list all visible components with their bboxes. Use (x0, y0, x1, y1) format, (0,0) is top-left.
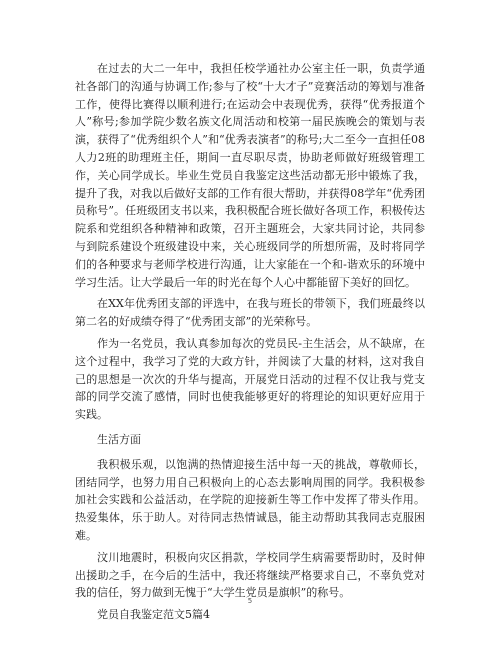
paragraph-life-attitude: 我积极乐观，以饱满的热情迎接生活中每一天的挑战，尊敬师长，团结同学，也努力用自己积极向上的心态去影响周围的同学。我积极参加社会实践和公益活动，在学院的迎接新生等工作中发挥了带头作用。 热爱集体，乐于助人。对待同志热情诚恳，能主动帮助其我同志克服困难。 (75, 457, 425, 542)
paragraph-activities: 在过去的大二一年中，我担任校学通社办公室主任一职，负责学通社各部门的沟通与协调工作;参与了校“十大才子”竞赛活动的筹划与准备工作，使得比赛得以顺利进行;在运动会中表现优秀，获得“优秀报道个人”称号;参加学院少数名族文化周活动和校第一届民族晚会的策划与表演，获得了“优秀组织个人”和“优秀表演者”的称号;大二至今一直担任08人力2班的助理班主任，期间一直尽职尽责，协助老师做好班级管理工作，关心同学成长。毕业生党员自我鉴定这些活动都无形中锻炼了我，提升了我，对我以后做好支部的工作有很大帮助，并获得08学年“优秀团员称号”。任班级团支书以来，我积极配合班长做好各项工作，积极传达院系和党组织各种精神和政策，召开主题班会，大家共同讨论，共同参与到院系建设个班级建设中来，关心班级同学的所想所需，及时将同学们的各种要求与老师学校进行沟通，让大家能在一个和-谐欢乐的环境中学习生活。让大学最后一年的时光在每个人心中都能留下美好的回忆。 (75, 62, 425, 289)
paragraph-league-branch: 在XX年优秀团支部的评选中，在我与班长的带领下，我们班最终以第二名的好成绩夺得了“优秀团支部”的光荣称号。 (75, 297, 425, 329)
next-article-title: 党员自我鉴定范文5篇4 (97, 608, 210, 622)
paragraph-earthquake-donation: 汶川地震时，积极向灾区捐款，学校同学生病需要帮助时，及时伸出援助之手，在今后的生活中，我还将继续严格要求自己，不辜负党对我的信任，努力做到无愧于“大学生党员是旗帜”的称号。 (75, 550, 425, 600)
document-body (75, 60, 425, 624)
page-number: 5 (247, 597, 253, 605)
paragraph-party-member: 作为一名党员，我认真参加每次的党员民-主生活会，从不缺席，在这个过程中，我学习了党的大政方针，并阅读了大量的材料，这对我自己的思想是一次次的升华与提高，开展党日活动的过程不仅让我与党支部的同学交流了感情，同时也使我能够更好的将理论的知识更好应用于实践。 (75, 336, 425, 422)
section-heading-life: 生活方面 (97, 432, 141, 446)
